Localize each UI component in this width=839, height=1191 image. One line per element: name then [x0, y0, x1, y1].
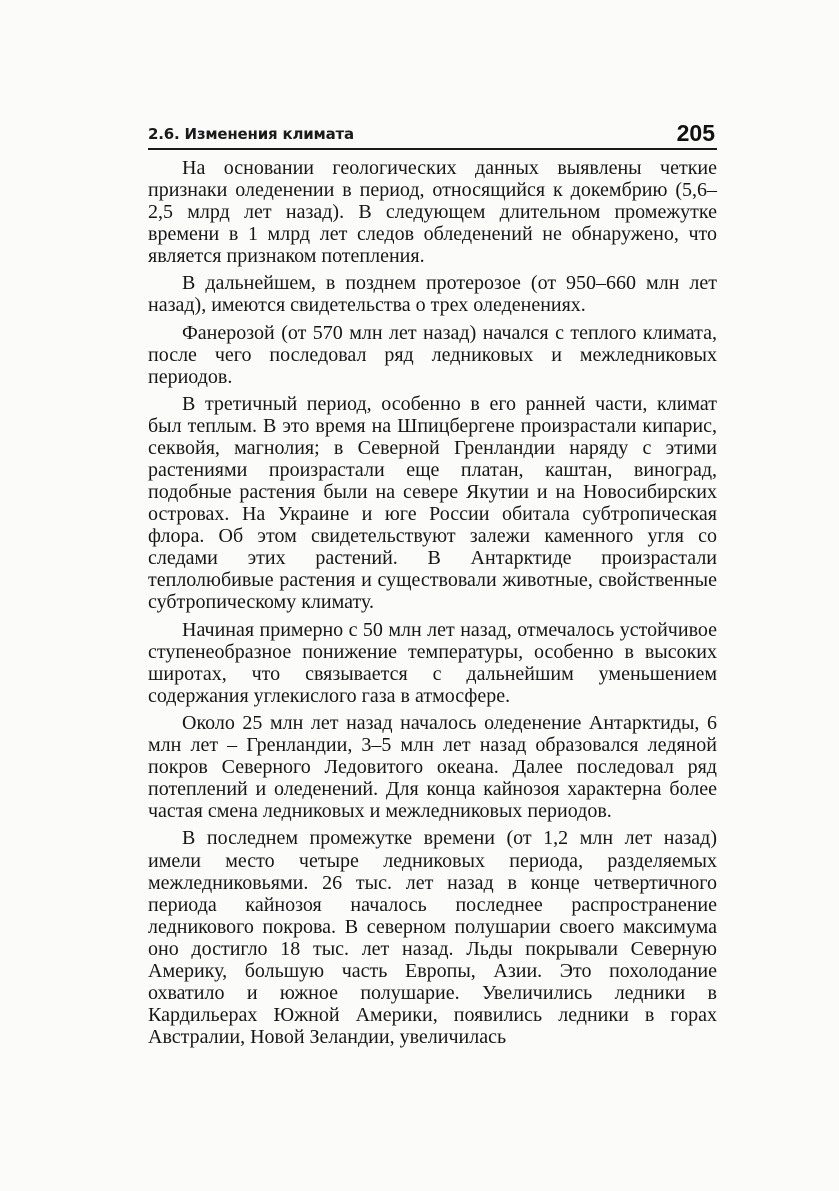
paragraph: В последнем промежутке времени (от 1,2 млн лет назад) имели место четыре ледниковых периода, разделяемых межледниковьями. 26 тыс. лет назад в конце четвертичного периода кайнозоя началось последнее распространение ледникового покрова. В северном полушарии своего максимума оно достигло 18 тыс. лет назад. Льды покрывали Северную Америку, большую часть Европы, Азии. Это похолодание охватило и южное полушарие. Увеличились ледники в Кардильерах Южной Америки, появились ледники в горах Австралии, Новой Зеландии, увеличилась — [148, 827, 717, 1048]
body-text — [148, 157, 717, 1053]
paragraph: Около 25 млн лет назад началось оледенение Антарктиды, 6 млн лет – Гренландии, 3–5 млн лет назад образовался ледяной покров Северного Ледовитого океана. Далее последовал ряд потеплений и оледенений. Для конца кайнозоя характерна более частая смена ледниковых и межледниковых периодов. — [148, 712, 717, 823]
paragraph: Начиная примерно с 50 млн лет назад, отмечалось устойчивое ступенеобразное понижение температуры, особенно в высоких широтах, что связывается с дальнейшим уменьшением содержания углекислого газа в атмосфере. — [148, 618, 717, 707]
paragraph: В третичный период, особенно в его ранней части, климат был теплым. В это время на Шпицбергене произрастали кипарис, секвойя, магнолия; в Северной Гренландии наряду с этими растениями произрастали еще платан, каштан, виноград, подобные растения были на севере Якутии и на Новосибирских островах. На Украине и юге России обитала субтропическая флора. Об этом свидетельствуют залежи каменного угля со следами этих растений. В Антарктиде произрастали теплолюбивые растения и существовали животные, свойственные субтропическому климату. — [148, 393, 717, 614]
paragraph: В дальнейшем, в позднем протерозое (от 950–660 млн лет назад), имеются свидетельства о трех оледенениях. — [148, 272, 717, 317]
paragraph: На основании геологических данных выявлены четкие признаки оледенении в период, относящийся к докембрию (5,6–2,5 млрд лет назад). В следующем длительном промежутке времени в 1 млрд лет следов обледенений не обнаружено, что является признаком потепления. — [148, 157, 717, 268]
page-number: 205 — [676, 120, 715, 146]
paragraph: Фанерозой (от 570 млн лет назад) начался с теплого климата, после чего последовал ряд ледниковых и межледниковых периодов. — [148, 321, 717, 388]
section-title: 2.6. Изменения климата — [148, 125, 354, 143]
running-header — [148, 114, 717, 150]
